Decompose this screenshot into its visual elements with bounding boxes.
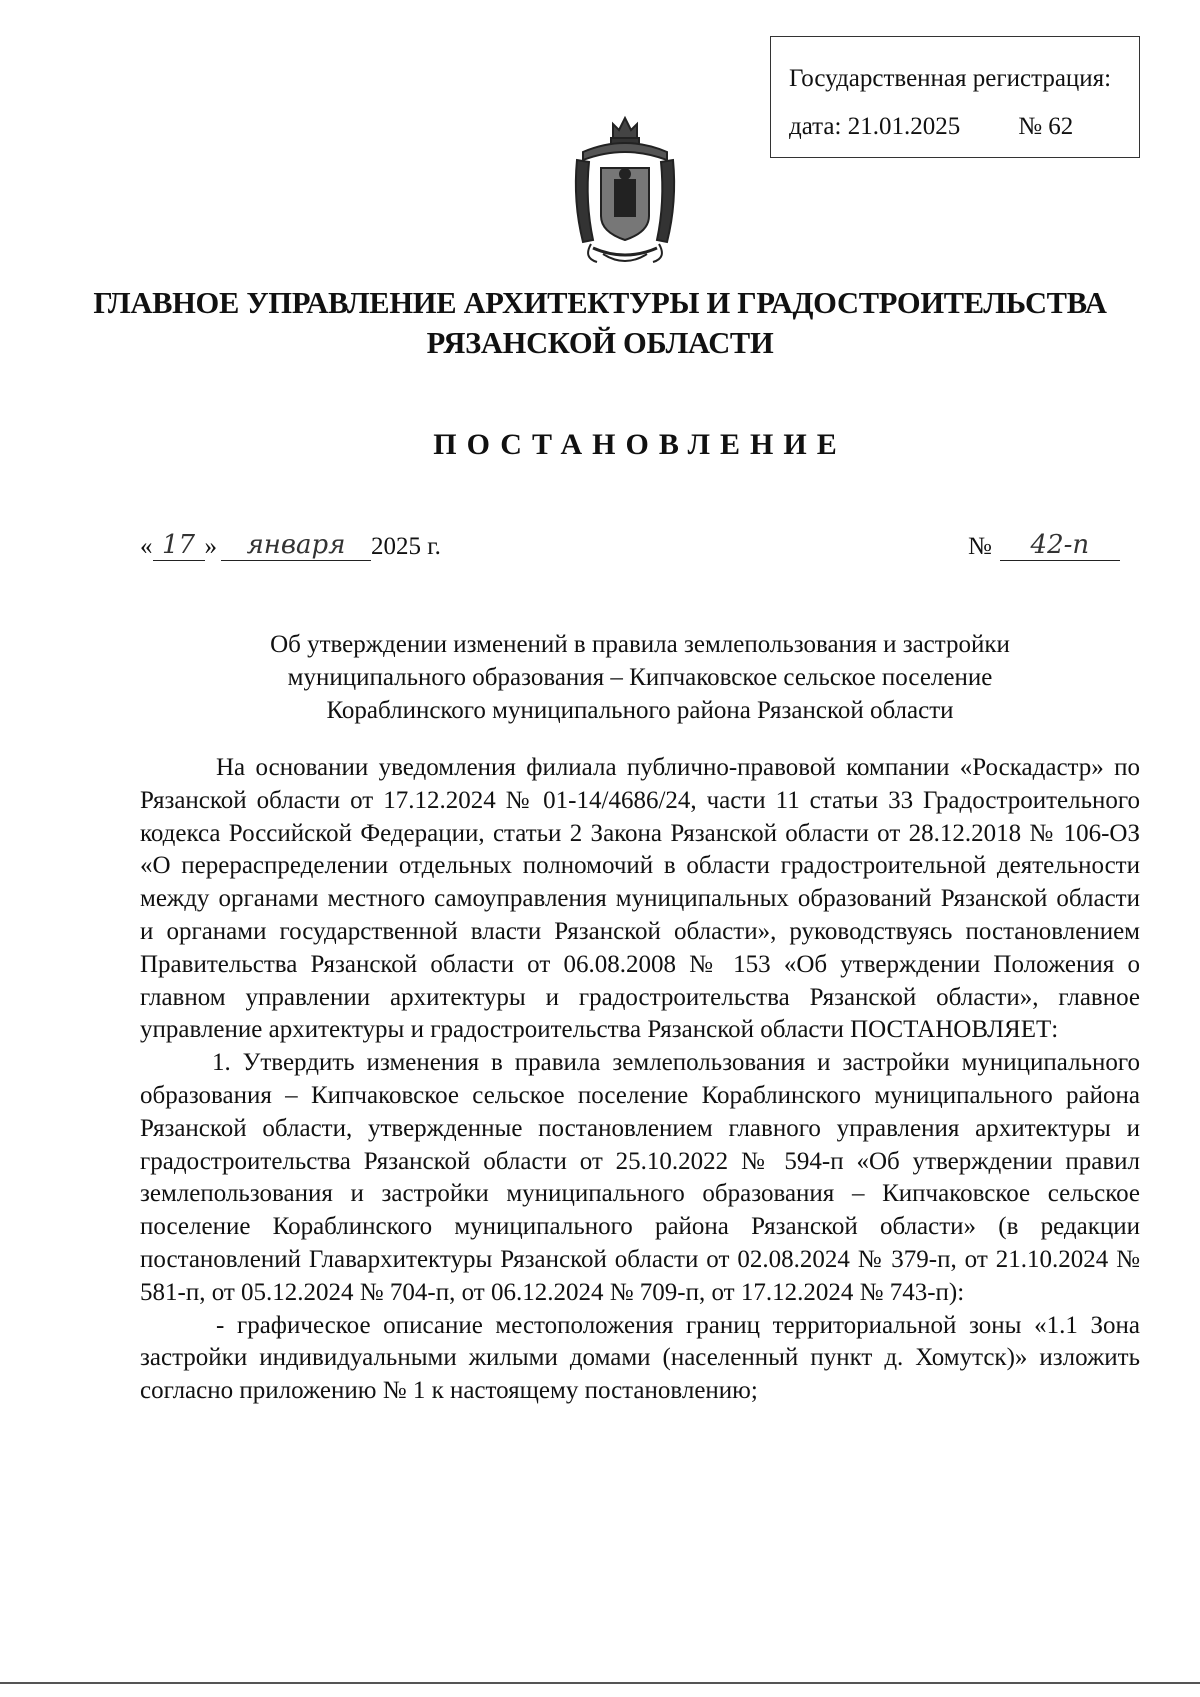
subject-line-2: муниципального образования – Кипчаковское сельское поселение <box>287 664 993 691</box>
document-body <box>140 752 1140 1408</box>
page-bottom-edge <box>0 1682 1200 1684</box>
date-open-quote: « <box>140 533 153 560</box>
preamble-paragraph: На основании уведомления филиала публично-правовой компании «Роскадастр» по Рязанской области от 17.12.2024 № 01-14/4686/24, части 11 статьи 33 Градостроительного кодекса Российской Федерации, статьи 2 Закона Рязанской области от 28.12.2018 № 106-ОЗ «О перераспределении отдельных полномочий в области градостроительной деятельности между органами местного самоуправления муниципальных образований Рязанской области и органами государственной власти Рязанской области», руководствуясь постановлением Правительства Рязанской области от 06.08.2008 № 153 «Об утверждении Положения о главном управлении архитектуры и градостроительства Рязанской области», главное управление архитектуры и градостроительства Рязанской области ПОСТАНОВЛЯЕТ: <box>140 754 1140 1044</box>
coat-of-arms-emblem <box>563 112 687 276</box>
registration-stamp <box>770 36 1140 158</box>
organization-line-1: ГЛАВНОЕ УПРАВЛЕНИЕ АРХИТЕКТУРЫ И ГРАДОСТРОИТЕЛЬСТВА <box>93 286 1107 320</box>
registration-date: дата: 21.01.2025 <box>789 113 961 140</box>
subject-line-1: Об утверждении изменений в правила землепользования и застройки <box>270 631 1010 658</box>
registration-title: Государственная регистрация: <box>789 65 1112 92</box>
date-day-handwritten: 17 <box>153 530 205 561</box>
date-year: 2025 г. <box>371 533 441 560</box>
document-date <box>140 530 441 561</box>
organization-name <box>0 283 1200 363</box>
number-prefix: № <box>968 533 992 560</box>
date-close-quote: » <box>204 533 217 560</box>
subject-line-3: Кораблинского муниципального района Рязанской области <box>326 697 954 724</box>
item-1-paragraph: 1. Утвердить изменения в правила землепользования и застройки муниципального образования – Кипчаковское сельское поселение Кораблинского муниципального района Рязанской области, утвержденные постановлением главного управления архитектуры и градостроительства Рязанской области от 25.10.2022 № 594-п «Об утверждении правил землепользования и застройки муниципального образования – Кипчаковское сельское поселение Кораблинского муниципального района Рязанской области» (в редакции постановлений Главархитектуры Рязанской области от 02.08.2024 № 379-п, от 21.10.2024 № 581-п, от 05.12.2024 № 704-п, от 06.12.2024 № 709-п, от 17.12.2024 № 743-п): <box>140 1049 1140 1306</box>
document-subject <box>0 628 1200 727</box>
organization-line-2: РЯЗАНСКОЙ ОБЛАСТИ <box>426 326 774 360</box>
number-value-handwritten: 42-п <box>1000 530 1120 561</box>
document-type-heading: ПОСТАНОВЛЕНИЕ <box>433 428 847 461</box>
registration-number: № 62 <box>1018 113 1074 140</box>
date-month-handwritten: января <box>221 530 371 561</box>
document-number <box>968 530 1120 561</box>
item-1-subparagraph: - графическое описание местоположения границ территориальной зоны «1.1 Зона застройки индивидуальными жилыми домами (населенный пункт д. Хомутск)» изложить согласно приложению № 1 к настоящему постановлению; <box>140 1311 1140 1405</box>
registration-details <box>789 103 1139 151</box>
